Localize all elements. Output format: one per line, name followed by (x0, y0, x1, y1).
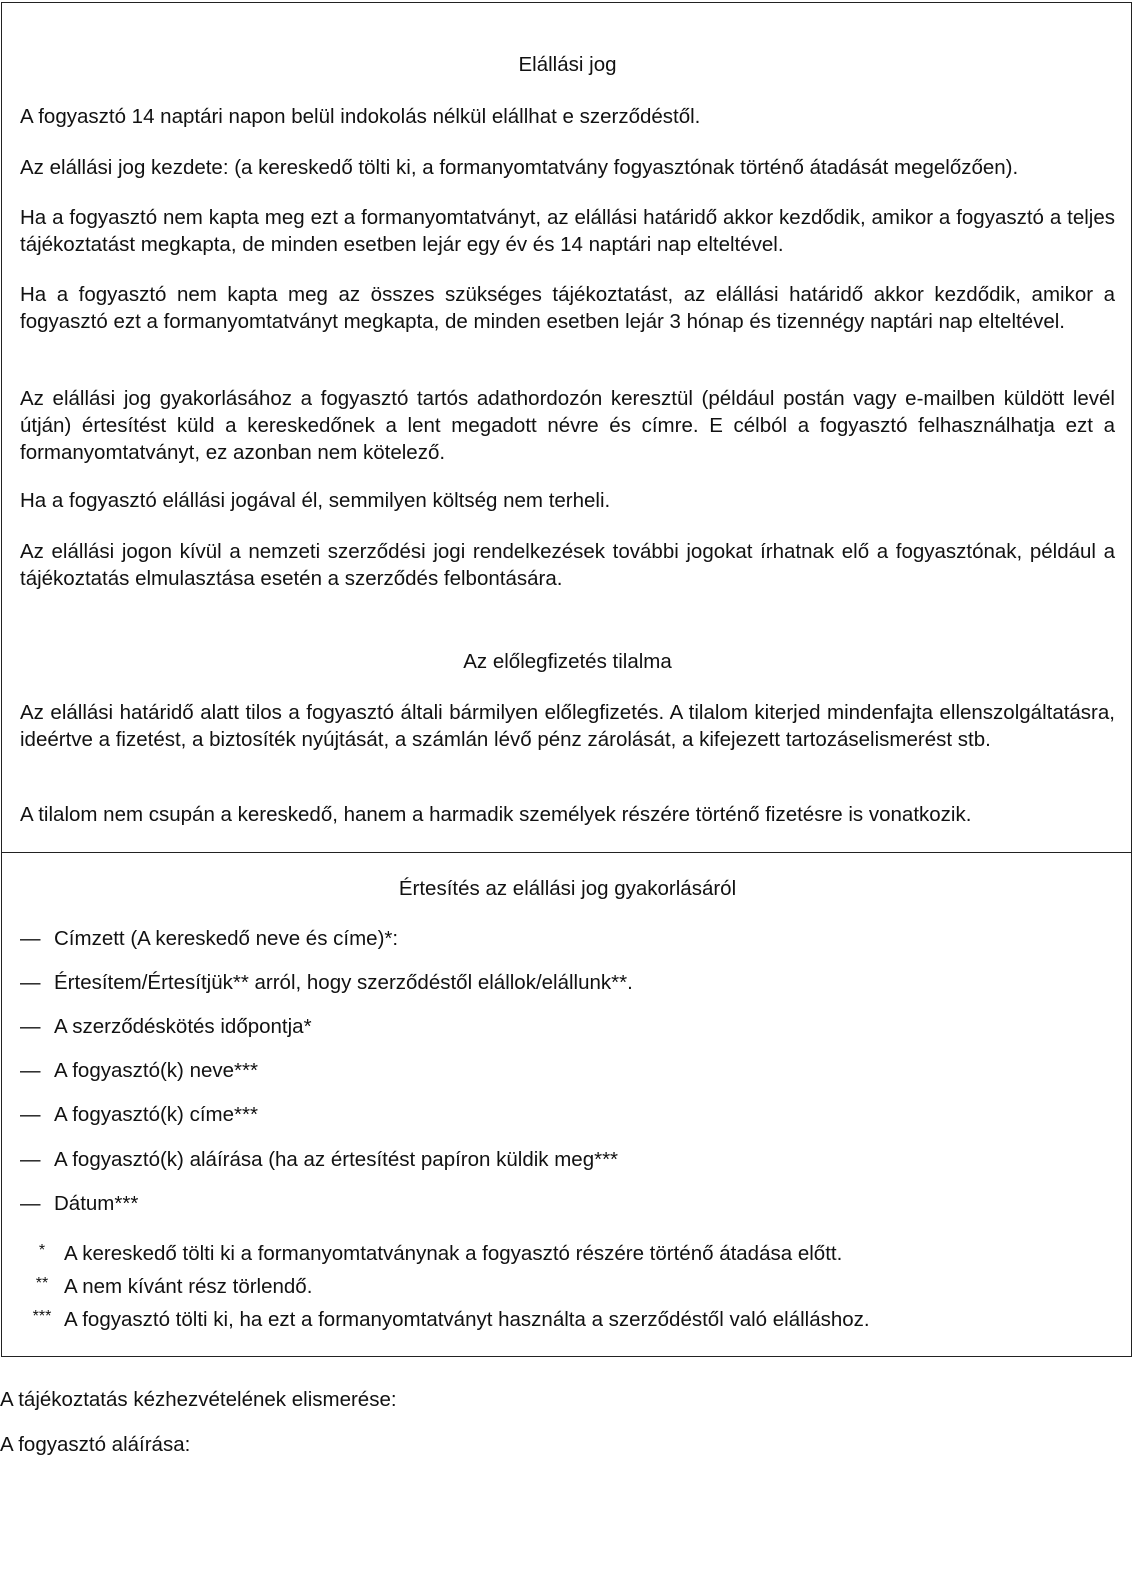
withdrawal-notice-form-box (1, 852, 1132, 1357)
withdrawal-paragraph-3: Ha a fogyasztó nem kapta meg ezt a formanyomtatványt, az elállási határidő akkor kezdődik, amikor a fogyasztó a teljes tájékoztatást megkapta, de minden esetben lejár egy év és 14 naptári nap elteltével. (20, 206, 1115, 256)
notice-item-date (20, 1190, 1115, 1217)
prepayment-paragraph-2: A tilalom nem csupán a kereskedő, hanem a harmadik személyek részére történő fizetésre is vonatkozik. (20, 803, 972, 826)
notice-item-consumer-name (20, 1057, 1115, 1084)
notice-item-text: A fogyasztó(k) címe*** (54, 1103, 258, 1126)
withdrawal-notice-title: Értesítés az elállási jog gyakorlásáról (398, 877, 737, 900)
notice-item-consumer-signature (20, 1146, 1115, 1173)
withdrawal-paragraph-7: Az elállási jogon kívül a nemzeti szerződési jogi rendelkezések további jogokat írhatnak elő a fogyasztónak, például a tájékoztatás elmulasztása esetén a szerződés felbontására. (20, 540, 1115, 590)
withdrawal-paragraph-6: Ha a fogyasztó elállási jogával él, semmilyen költség nem terheli. (20, 489, 611, 512)
dash-bullet: — (20, 1192, 41, 1215)
withdrawal-info-box (1, 2, 1132, 853)
consumer-signature-label: A fogyasztó aláírása: (0, 1433, 191, 1456)
prepayment-ban-title: Az előlegfizetés tilalma (463, 650, 672, 673)
footnote-text: A fogyasztó tölti ki, ha ezt a formanyomtatványt használta a szerződéstől való elálláshoz. (64, 1308, 870, 1331)
notice-item-text: Dátum*** (54, 1192, 139, 1215)
dash-bullet: — (20, 1015, 41, 1038)
dash-bullet: — (20, 971, 41, 994)
footnote-text: A kereskedő tölti ki a formanyomtatványnak a fogyasztó részére történő átadása előtt. (64, 1242, 843, 1265)
footnote-1 (20, 1240, 1115, 1267)
notice-item-text: A szerződéskötés időpontja* (54, 1015, 312, 1038)
withdrawal-paragraph-4: Ha a fogyasztó nem kapta meg az összes szükséges tájékoztatást, az elállási határidő akkor kezdődik, amikor a fogyasztó ezt a formanyomtatványt megkapta, de minden esetben lejár 3 hónap és tizennégy naptári nap elteltével. (20, 283, 1115, 333)
withdrawal-paragraph-2: Az elállási jog kezdete: (a kereskedő tölti ki, a formanyomtatvány fogyasztónak történő átadását megelőzően). (20, 156, 1019, 179)
footnote-3 (20, 1306, 1115, 1333)
dash-bullet: — (20, 1059, 41, 1082)
footnote-text: A nem kívánt rész törlendő. (64, 1275, 313, 1298)
notice-item-text: Értesítem/Értesítjük** arról, hogy szerződéstől elállok/elállunk**. (54, 971, 633, 994)
footnote-mark: * (38, 1242, 46, 1259)
notice-item-text: A fogyasztó(k) neve*** (54, 1059, 258, 1082)
notice-item-statement (20, 969, 1115, 996)
dash-bullet: — (20, 1103, 41, 1126)
withdrawal-right-title: Elállási jog (518, 53, 617, 76)
notice-item-text: A fogyasztó(k) aláírása (ha az értesítést papíron küldik meg*** (54, 1148, 619, 1171)
notice-item-recipient (20, 925, 1115, 952)
footnote-mark: *** (32, 1308, 52, 1325)
notice-item-contract-date (20, 1013, 1115, 1040)
dash-bullet: — (20, 927, 41, 950)
footnote-mark: ** (35, 1275, 49, 1292)
withdrawal-paragraph-1: A fogyasztó 14 naptári napon belül indokolás nélkül elállhat e szerződéstől. (20, 105, 701, 128)
acknowledgement-label: A tájékoztatás kézhezvételének elismerése: (0, 1388, 397, 1411)
notice-item-consumer-address (20, 1101, 1115, 1128)
withdrawal-paragraph-5: Az elállási jog gyakorlásához a fogyasztó tartós adathordozón keresztül (például postán vagy e-mailben küldött levél útján) értesítést küld a kereskedőnek a lent megadott névre és címre. E célból a fogyasztó felhasználhatja ezt a formanyomtatványt, ez azonban nem kötelező. (20, 387, 1115, 464)
prepayment-paragraph-1: Az elállási határidő alatt tilos a fogyasztó általi bármilyen előlegfizetés. A tilalom kiterjed mindenfajta ellenszolgáltatásra, ideértve a fizetést, a biztosíték nyújtását, a számlán lévő pénz zárolását, a kifejezett tartozáselismerést stb. (20, 701, 1115, 751)
notice-item-text: Címzett (A kereskedő neve és címe)*: (54, 927, 399, 950)
dash-bullet: — (20, 1148, 41, 1171)
footnote-2 (20, 1273, 1115, 1300)
